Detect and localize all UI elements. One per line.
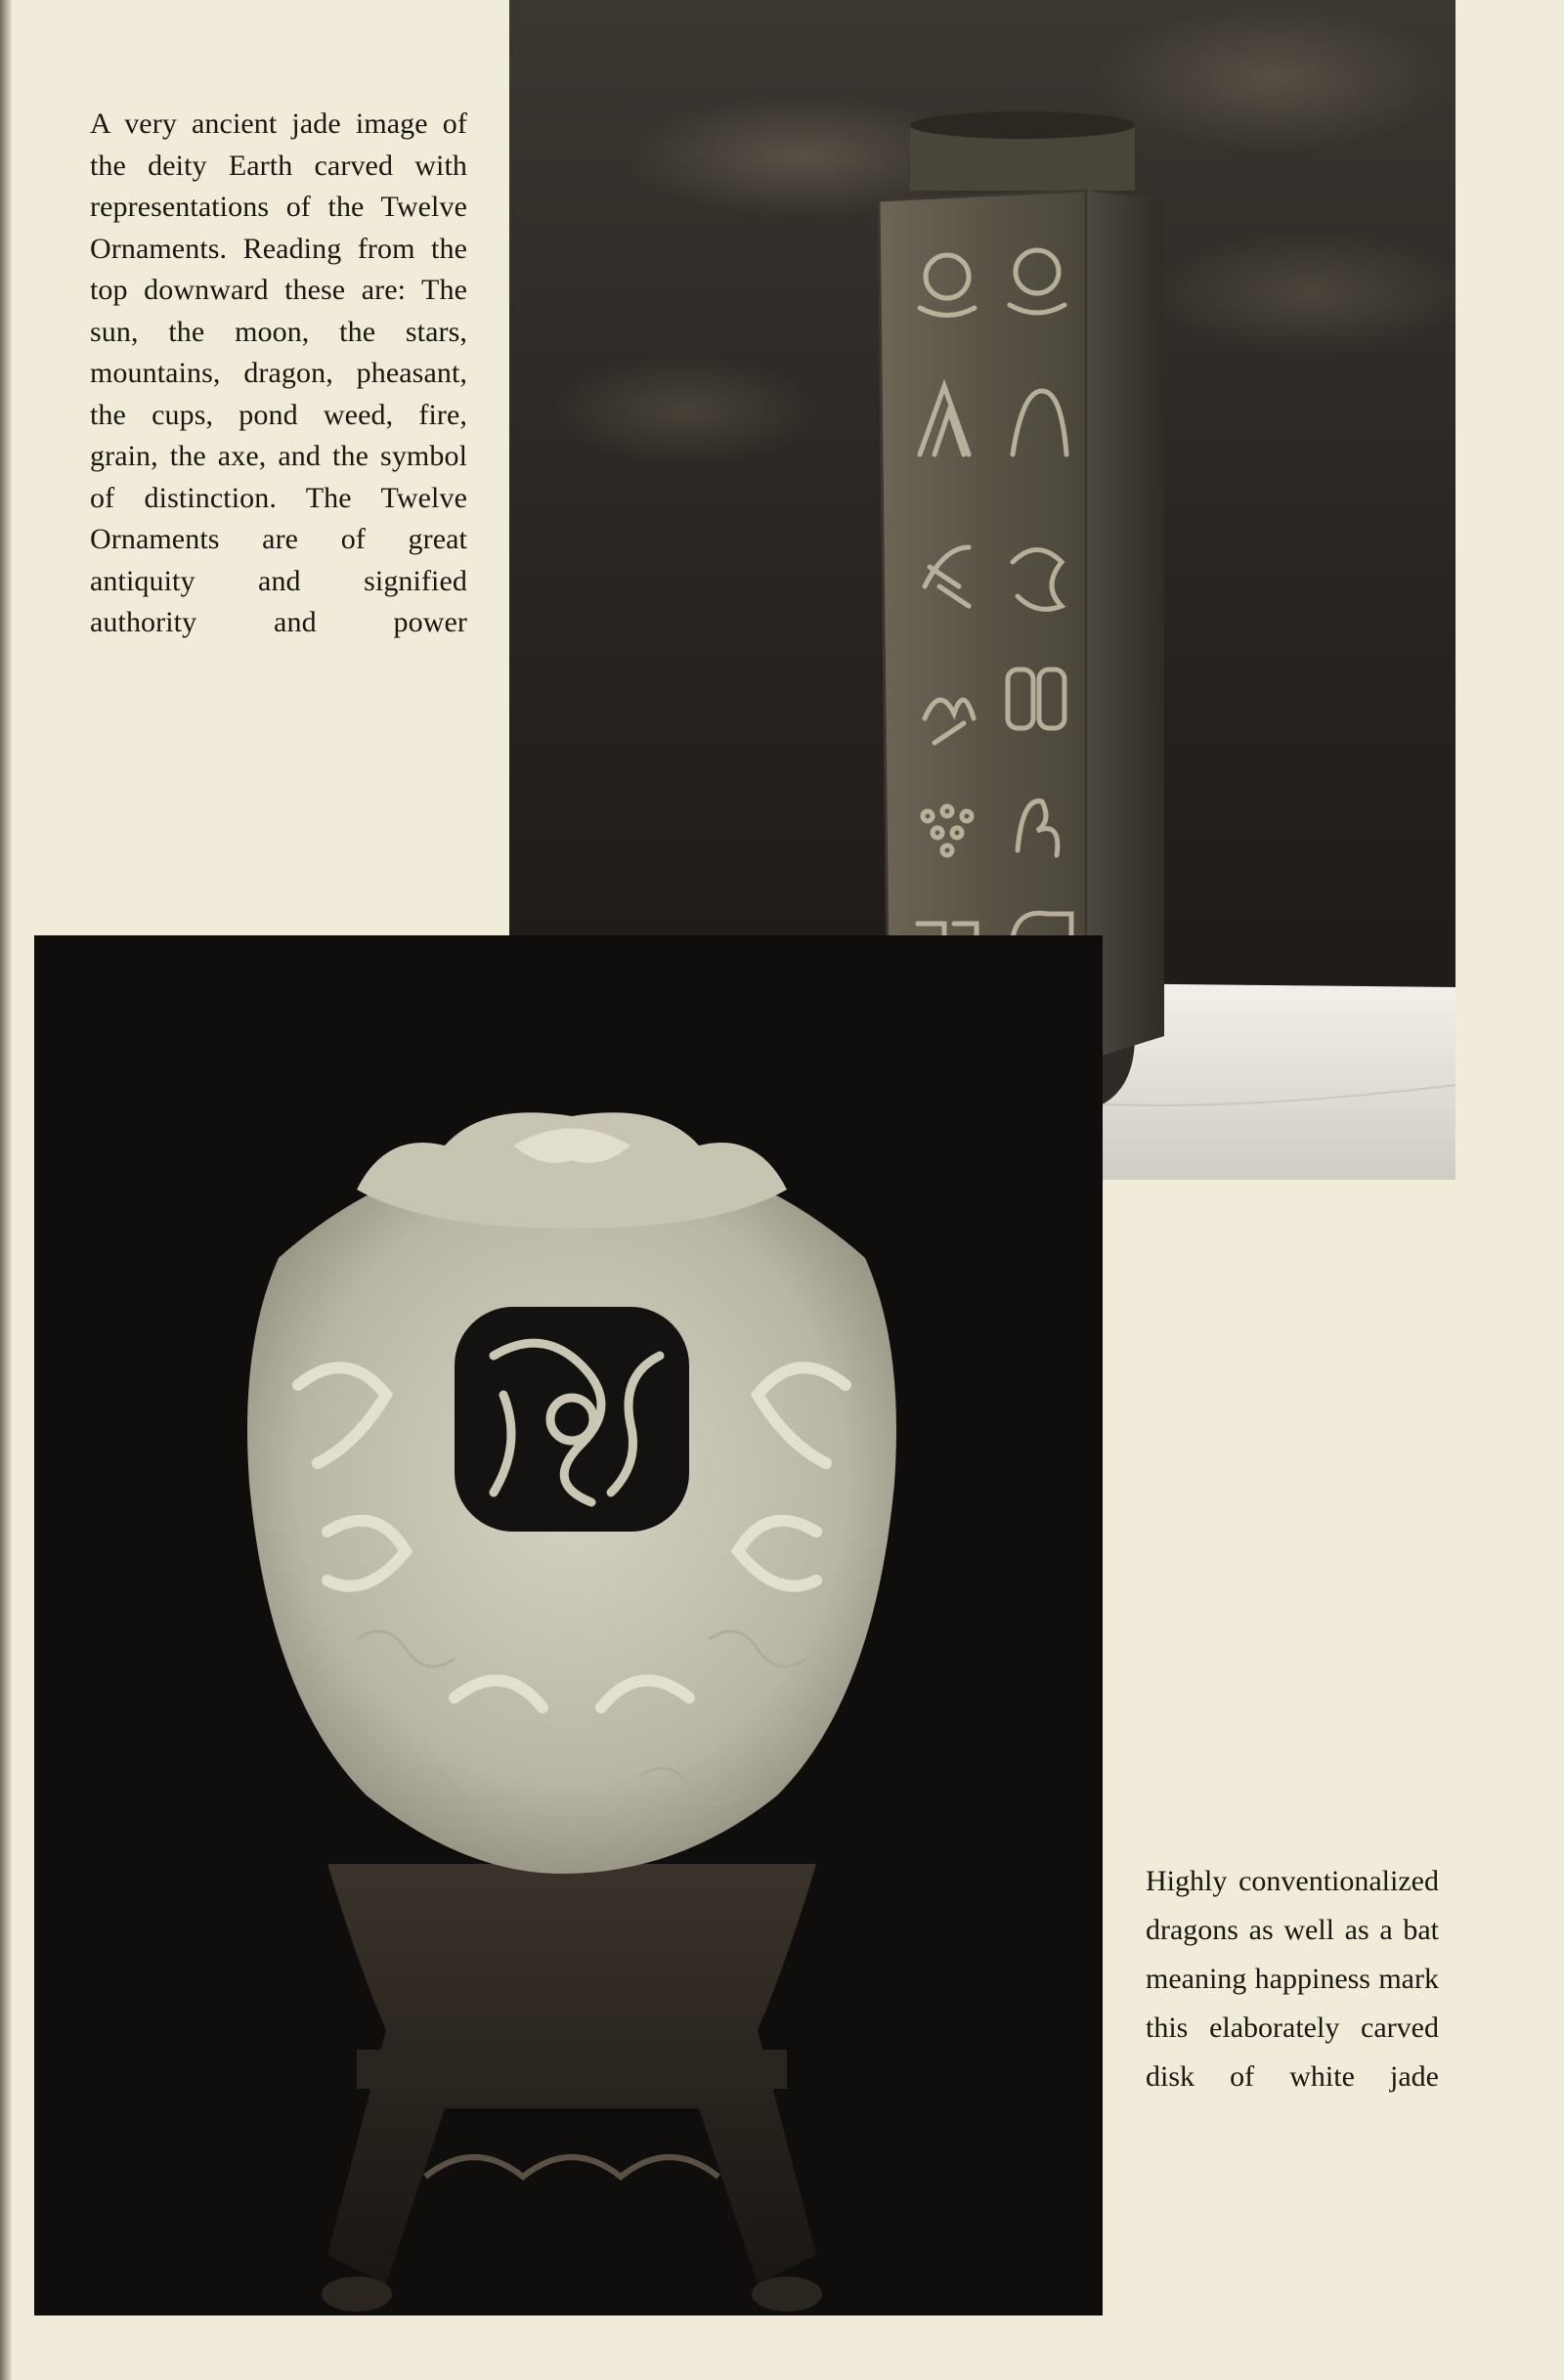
jade-disk-photo	[34, 935, 1103, 2315]
vase-caption: A very ancient jade image of the deity Earth carved with representations of the Twelve Ornaments. Reading from the top downward these are: The sun, the moon, the stars, mountains, dragon, pheasant, the cups, pond weed, fire, grain, the axe, and the symbol of distinction. The Twelve Ornaments are of great antiquity and signified authority and power	[90, 108, 467, 638]
tube-side-face	[1086, 191, 1164, 1060]
page-edge	[0, 0, 12, 2380]
tube-opening	[910, 111, 1135, 139]
wooden-stand	[322, 1864, 822, 2312]
stand-foot-left	[322, 2276, 392, 2312]
center-openwork	[455, 1307, 689, 1532]
stand-foot-right	[752, 2276, 822, 2312]
jade-disk-illustration	[34, 935, 1103, 2315]
disk-caption: Highly conventionalized dragons as well as a bat meaning happiness mark this elaborately carved disk of white jade	[1146, 1865, 1439, 2093]
stand-crossbar	[357, 2050, 787, 2089]
stand-scrollwork	[425, 2157, 718, 2177]
jade-disk	[247, 1112, 896, 1874]
tube-front-face	[879, 191, 1086, 1060]
